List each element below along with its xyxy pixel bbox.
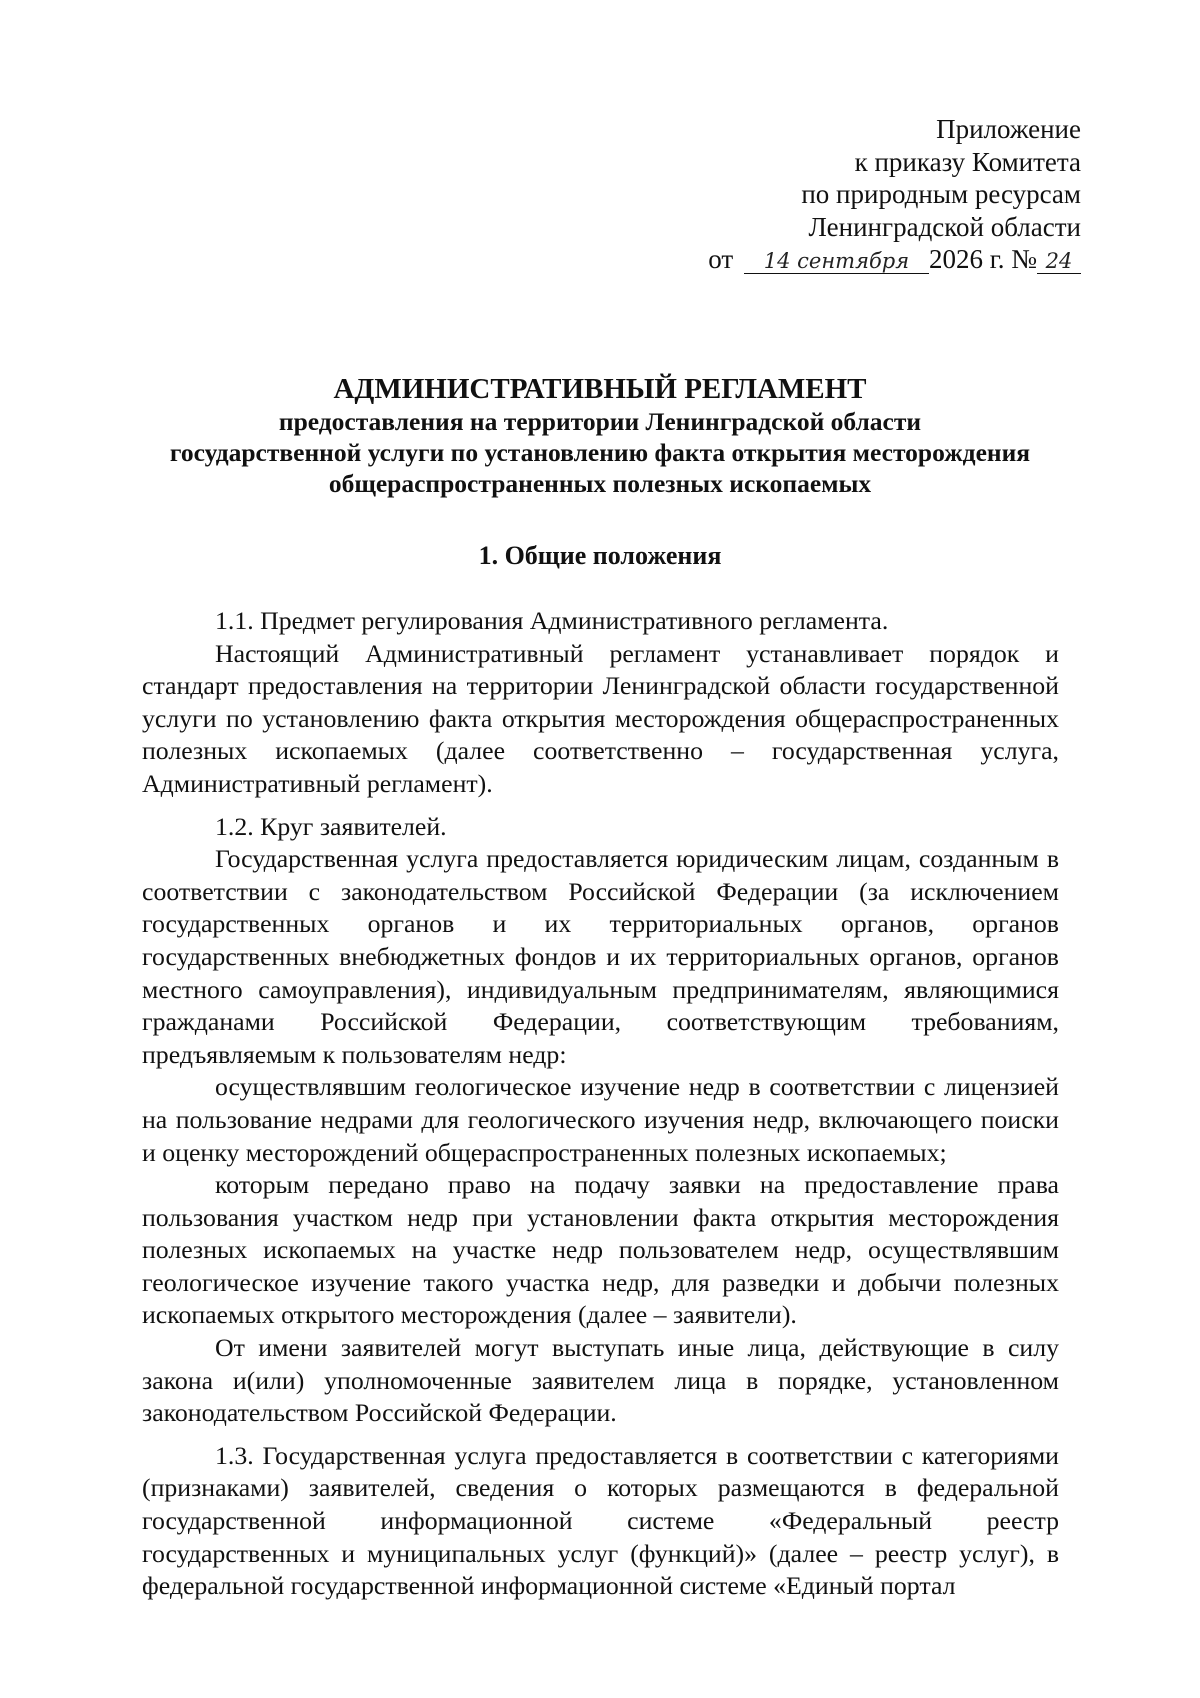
approval-date-line: [708, 243, 1081, 276]
title-main: АДМИНИСТРАТИВНЫЙ РЕГЛАМЕНТ: [333, 373, 867, 405]
paragraph-1-1: 1.1. Предмет регулирования Административного регламента.: [215, 606, 889, 635]
paragraph-1-2: 1.2. Круг заявителей.: [215, 811, 447, 841]
paragraph-1-3: 1.3. Государственная услуга предоставляется в соответствии с категориями (признаками) заявителей, сведения о которых размещаются в федеральной государственной информационной системе «Федеральный реестр государственных и муниципальных услуг (функций)» (далее – реестр услуг), в федеральной государственной информационной системе «Единый портал: [142, 1440, 1059, 1601]
title-sub-1: предоставления на территории Ленинградской области: [278, 407, 922, 436]
paragraph: Государственная услуга предоставляется юридическим лицам, созданным в соответствии с законодательством Российской Федерации (за исключением государственных органов и их территориальных органов, органов государственных внебюджетных фондов и их территориальных органов, органов местного самоуправления), индивидуальным предпринимателям, являющимися гражданами Российской Федерации, соответствующим требованиям, предъявляемым к пользователям недр:: [142, 844, 1059, 1069]
handwritten-number: 24: [1037, 249, 1081, 274]
paragraph: Настоящий Административный регламент устанавливает порядок и стандарт предоставления на территории Ленинградской области государственной услуги по установлению факта открытия месторождения общераспространенных полезных ископаемых (далее соответственно – государственная услуга, Административный регламент).: [142, 638, 1059, 798]
approval-from: от: [708, 244, 734, 274]
approval-line-2: к приказу Комитета: [854, 146, 1081, 177]
paragraph: осуществлявшим геологическое изучение недр в соответствии с лицензией на пользование недрами для геологического изучения недр, включающего поиски и оценку месторождений общераспространенных полезных ископаемых;: [142, 1072, 1059, 1167]
title-sub-3: общераспространенных полезных ископаемых: [328, 469, 872, 498]
handwritten-date: 14 сентября: [744, 249, 929, 274]
document-title: [140, 372, 1060, 499]
title-sub-2: государственной услуги по установлению факта открытия месторождения: [169, 438, 1031, 467]
paragraph: От имени заявителей могут выступать иные лица, действующие в силу закона и(или) уполномоченные заявителем лица в порядке, установленном законодательством Российской Федерации.: [142, 1333, 1059, 1428]
section-heading: 1. Общие положения: [478, 541, 722, 570]
paragraph: которым передано право на подачу заявки на предоставление права пользования участком недр при установлении факта открытия месторождения полезных ископаемых на участке недр пользователем недр, осуществлявшим геологическое изучение такого участка недр, для разведки и добычи полезных ископаемых открытого месторождения (далее – заявители).: [142, 1170, 1059, 1330]
approval-line-4: Ленинградской области: [808, 211, 1081, 242]
approval-year-number-label: 2026 г. №: [928, 244, 1037, 274]
document-body: [142, 605, 1059, 1603]
approval-line-1: Приложение: [936, 114, 1081, 144]
approval-block: [708, 113, 1081, 276]
approval-line-3: по природным ресурсам: [801, 179, 1081, 209]
